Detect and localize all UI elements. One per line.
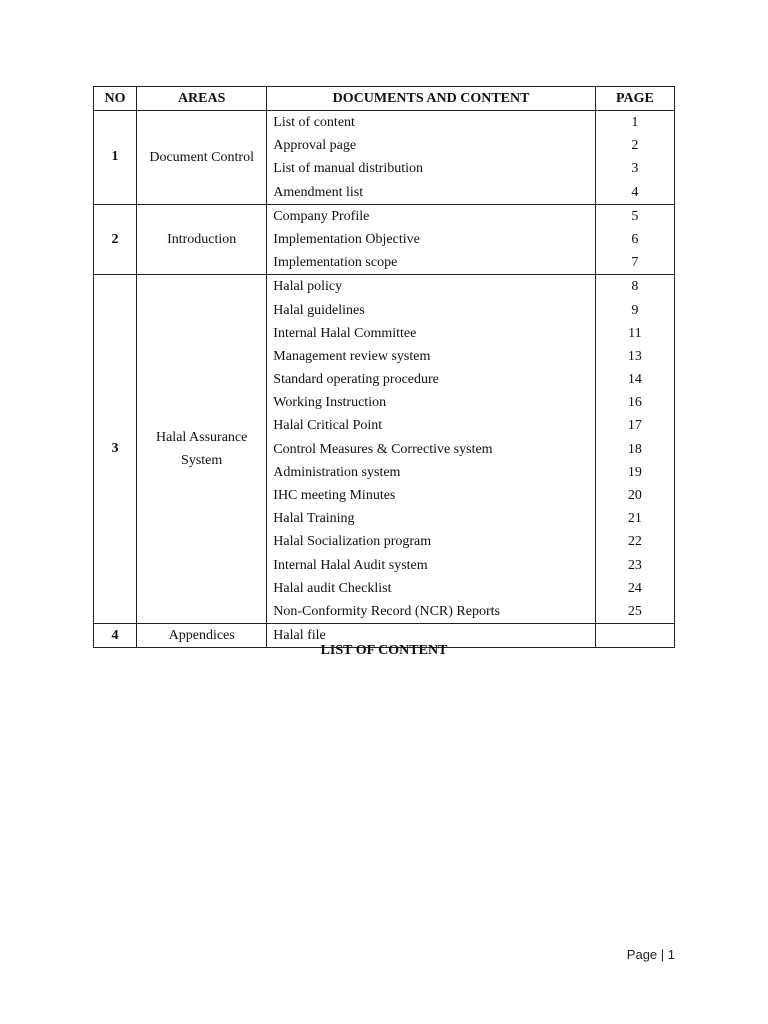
document-entry: Non-Conformity Record (NCR) Reports bbox=[273, 603, 500, 619]
pages-cell bbox=[595, 111, 674, 205]
page-number: 13 bbox=[627, 348, 642, 364]
pages-cell bbox=[595, 204, 674, 275]
document-entry: Company Profile bbox=[273, 208, 370, 224]
document-entry: Approval page bbox=[273, 138, 357, 154]
area-label: Introduction bbox=[167, 232, 237, 248]
row-number: 1 bbox=[94, 111, 137, 205]
page-number: 22 bbox=[627, 534, 642, 550]
page-number: 3 bbox=[631, 161, 639, 177]
document-entry: Management review system bbox=[273, 348, 431, 364]
document-entry: Halal guidelines bbox=[273, 302, 365, 318]
document-entry: Amendment list bbox=[273, 184, 364, 200]
table-body bbox=[94, 111, 675, 648]
document-entry: Implementation Objective bbox=[273, 231, 420, 247]
header-row bbox=[94, 87, 675, 111]
page-number: 24 bbox=[627, 580, 642, 596]
document-entry: IHC meeting Minutes bbox=[273, 488, 396, 503]
document-entry: Administration system bbox=[273, 464, 401, 480]
document-entry: Halal Critical Point bbox=[273, 418, 383, 434]
area-cell bbox=[137, 111, 267, 205]
document-entry: Halal audit Checklist bbox=[273, 580, 392, 596]
table-header bbox=[94, 87, 675, 111]
page-number-footer: Page | 1 bbox=[626, 947, 675, 962]
page-number: 20 bbox=[627, 488, 642, 503]
page-number: 19 bbox=[627, 464, 642, 480]
table-row bbox=[94, 275, 675, 624]
documents-cell bbox=[267, 111, 596, 205]
page-number: 25 bbox=[627, 603, 642, 619]
document-entry: Working Instruction bbox=[273, 395, 387, 411]
document-entry: Internal Halal Audit system bbox=[273, 557, 428, 573]
document-entry: Halal file bbox=[273, 628, 326, 644]
page-number: 1 bbox=[631, 115, 639, 130]
document-entry: Implementation scope bbox=[273, 255, 398, 271]
page-number: 8 bbox=[631, 279, 639, 295]
documents-cell bbox=[267, 275, 596, 624]
header-documents: DOCUMENTS AND CONTENT bbox=[267, 87, 596, 111]
table-caption: LIST OF CONTENT bbox=[320, 643, 448, 658]
area-label: Document Control bbox=[149, 149, 254, 165]
area-label: Halal Assurance bbox=[155, 430, 248, 446]
header-page: PAGE bbox=[595, 87, 674, 111]
document-entry: Halal Training bbox=[273, 511, 355, 527]
row-number: 4 bbox=[94, 624, 137, 648]
area-label: System bbox=[181, 453, 223, 469]
row-number: 3 bbox=[94, 275, 137, 624]
area-cell bbox=[137, 204, 267, 275]
area-cell bbox=[137, 275, 267, 624]
pages-cell bbox=[595, 275, 674, 624]
page-number: 11 bbox=[628, 325, 642, 341]
table-row bbox=[94, 111, 675, 205]
table-row bbox=[94, 204, 675, 275]
page-number: 2 bbox=[631, 138, 639, 154]
document-entry: Internal Halal Committee bbox=[273, 325, 417, 341]
document-entry: List of content bbox=[273, 115, 355, 130]
page-number: 21 bbox=[627, 511, 642, 527]
page-number: 5 bbox=[631, 208, 639, 224]
documents-cell bbox=[267, 204, 596, 275]
area-label: Appendices bbox=[168, 628, 235, 644]
page-number: 7 bbox=[631, 255, 639, 271]
document-entry: List of manual distribution bbox=[273, 161, 423, 177]
document-entry: Halal Socialization program bbox=[273, 534, 432, 550]
contents-table bbox=[93, 86, 675, 648]
header-no: NO bbox=[94, 87, 137, 111]
document-entry: Halal policy bbox=[273, 279, 343, 295]
page-number: 17 bbox=[627, 418, 642, 434]
page-number: 9 bbox=[631, 302, 639, 318]
page-number: 18 bbox=[627, 441, 642, 457]
page-number: 6 bbox=[631, 231, 639, 247]
document-entry: Standard operating procedure bbox=[273, 372, 439, 388]
document-entry: Control Measures & Corrective system bbox=[273, 441, 493, 457]
page-number: 4 bbox=[631, 184, 639, 200]
page-number: 14 bbox=[627, 372, 642, 388]
page-number: 16 bbox=[627, 395, 642, 411]
header-areas: AREAS bbox=[137, 87, 267, 111]
page-number: 23 bbox=[627, 557, 642, 573]
row-number: 2 bbox=[94, 204, 137, 275]
